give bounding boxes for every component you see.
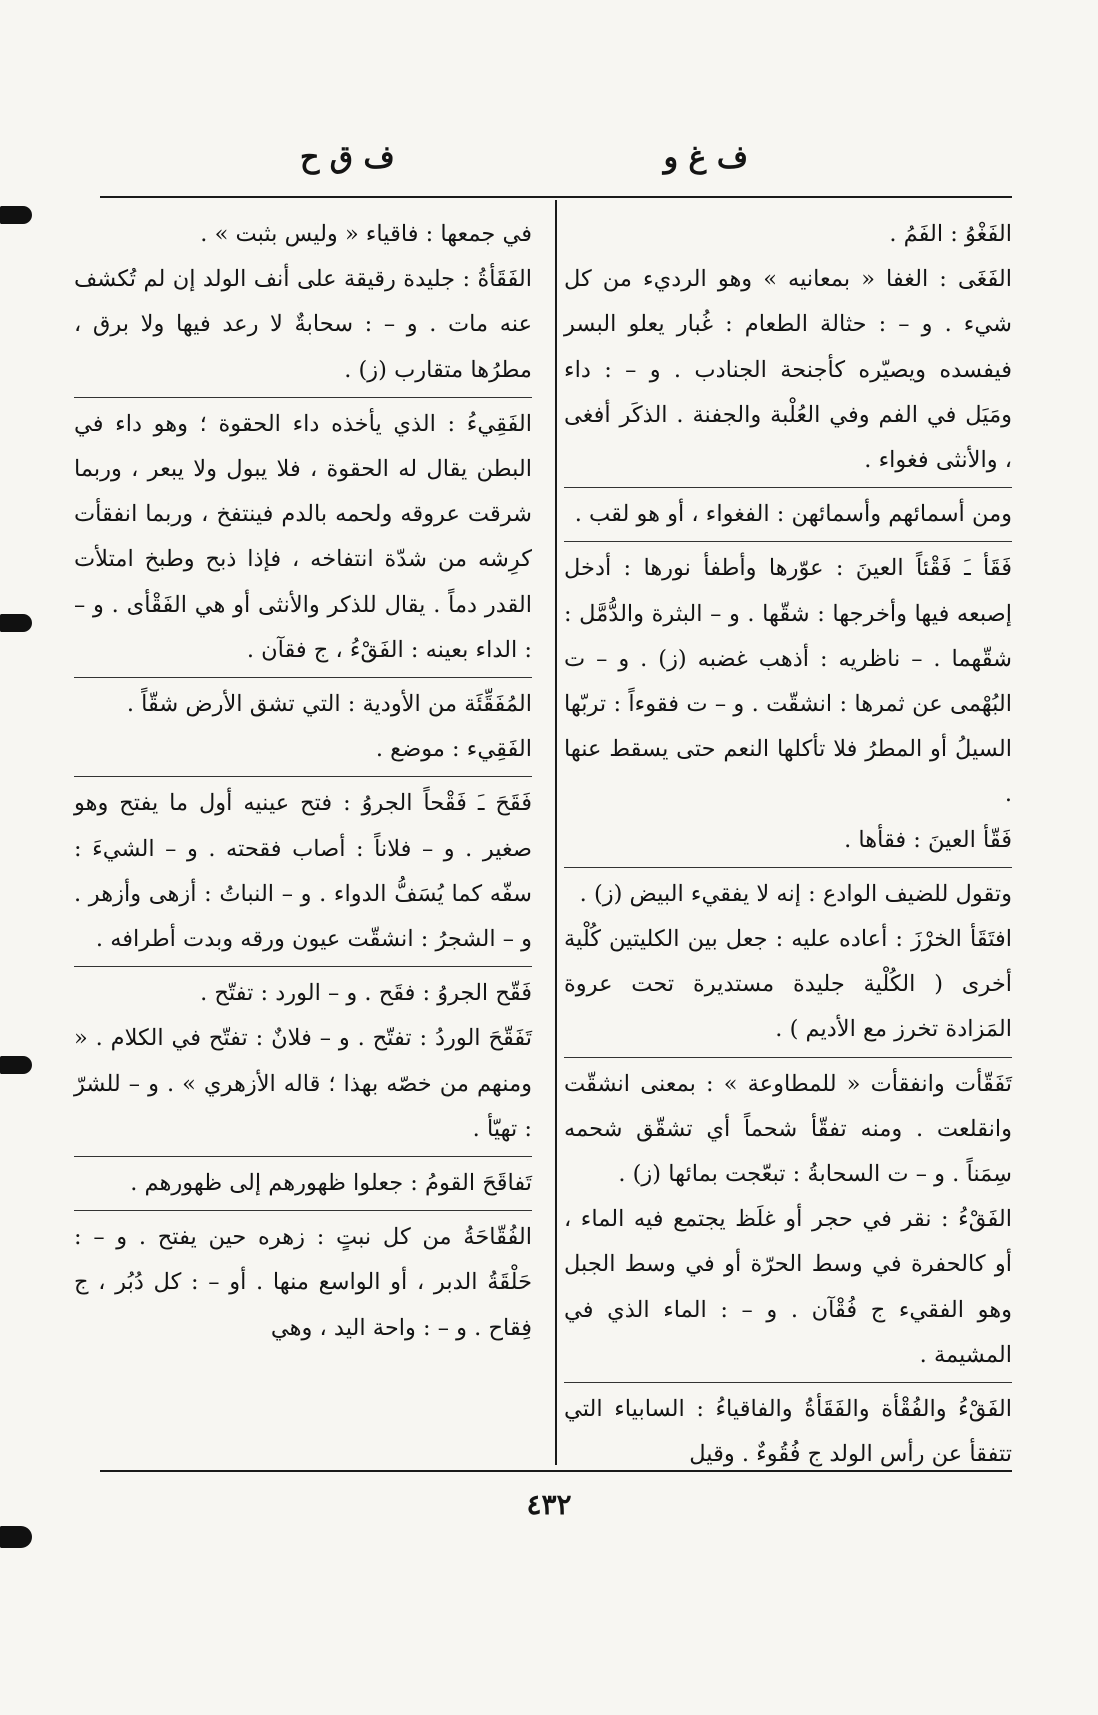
entry: الفُقّاحَةُ من كل نبتٍ : زهره حين يفتح . و – : حَلْقَةُ الدبر ، أو الواسع منها . أو – : كل دُبُر ، ج فِقاح . و – : واحة اليد ، وهي <box>74 1224 532 1341</box>
entry-separator <box>564 541 1012 542</box>
entry: في جمعها : فاقياء « وليس بثبت » . <box>200 221 532 247</box>
entry: تَفَقّحَ الوردُ : تفتّح . و – فلانٌ : تفتّح في الكلام . « ومنهم من خصّه بهذا ؛ قاله الأزهري » . و – للشرّ : تهيّأ . <box>74 1025 532 1142</box>
entry: فَقّح الجروُ : فقَح . و – الورد : تفتّح . <box>200 980 532 1007</box>
entry-separator <box>74 397 532 398</box>
entry: الفَقِيء : موضع . <box>375 736 532 763</box>
entry: فَقّأ العينَ : فقأها . <box>844 826 1012 853</box>
entry: ومن أسمائهم وأسمائهن : الفغواء ، أو هو لقب . <box>574 501 1012 528</box>
entry: الفَغَى : الغفا « بمعانيه » وهو الرديء من كل شيء . و – : حثالة الطعام : غُبار يعلو البسر فيفسده ويصيّره كأجنحة الجنادب . و – : داء ومَيَل في الفم وفي العُلْبة والجفنة . الذكَر أفغى ، والأنثى فغواء . <box>564 266 1012 474</box>
margin-mark <box>0 1526 32 1548</box>
page-number: ٤٣٢ <box>526 1488 572 1521</box>
right-column <box>564 212 1012 1477</box>
entry-separator <box>564 1382 1012 1383</box>
entry: الفَقِيءُ : الذي يأخذه داء الحقوة ؛ وهو داء في البطن يقال له الحقوة ، فلا يبول ولا يبعر ، وربما شرقت عروقه ولحمه بالدم فينتفخ ، وربما انفقأت كرِشه من شدّة انتفاخه ، فإذا ذبح وطبخ امتلأت القدر دماً . يقال للذكر والأنثى أو هي الفَقْأى . و – : الداء بعينه : الفَقْءُ ، ج فقآن . <box>74 410 532 663</box>
margin-mark <box>0 614 32 632</box>
bottom-rule <box>100 1470 1012 1472</box>
entry-separator <box>74 776 532 777</box>
entry: الفَقْءُ والفُقْأة والفَقَأةُ والفاقياءُ : السابياء التي تتفقأ عن رأس الولد ج فُقُوءٌ . وقيل <box>564 1396 1012 1468</box>
entry-separator <box>74 1156 532 1157</box>
entry: تَفَقّأت وانفقأت « للمطاوعة » : بمعنى انشقّت وانقلعت . ومنه تفقّأ شحماً أي تشقّق شحمه سِمَناً . و – ت السحابةُ : تبعّجت بمائها (ز) . <box>564 1070 1012 1188</box>
entry-separator <box>74 677 532 678</box>
entry: المُفَقِّئَة من الأودية : التي تشق الأرض شقّاً . <box>126 691 532 718</box>
entry-separator <box>564 867 1012 868</box>
entry: وتقول للضيف الوادع : إنه لا يفقيء البيض (ز) . <box>579 880 1012 907</box>
header-right-root: ف غ و <box>663 140 748 175</box>
top-rule <box>100 196 1012 198</box>
entry: الفَقَأةُ : جليدة رقيقة على أنف الولد إن لم تُكشف عنه مات . و – : سحابةٌ لا رعد فيها ولا برق ، مطرُها متقارب (ز) . <box>74 266 532 383</box>
column-divider <box>555 200 557 1465</box>
entry: الفَغْوُ : الفَمُ . <box>889 221 1012 247</box>
entry: الفَقْءُ : نقر في حجر أو غلَظ يجتمع فيه الماء ، أو كالحفرة في وسط الحرّة أو في وسط الجبل وهو الفقيء ج فُقْآن . و – : الماء الذي في المشيمة . <box>564 1206 1012 1368</box>
entry: فَقَحَ ـَ فَقْحاً الجروُ : فتح عينيه أول ما يفتح وهو صغير . و – فلاناً : أصاب فقحته . و – الشيءَ : سفّه كما يُسَفُّ الدواء . و – النباتُ : أزهى وأزهر . و – الشجرُ : انشقّت عيون ورقه وبدت أطرافه . <box>74 790 532 953</box>
entry-separator <box>74 1210 532 1211</box>
left-column <box>74 212 532 1351</box>
header-left-root: ف ق ح <box>300 140 395 175</box>
entry: افتَقَأ الخرْزَ : أعاده عليه : جعل بين الكليتين كُلْية أخرى ( الكُلْية جليدة مستديرة تحت عروة المَزادة تخرز مع الأديم ) . <box>564 926 1012 1043</box>
entry-separator <box>564 487 1012 488</box>
margin-mark <box>0 1056 32 1074</box>
entry-separator <box>74 966 532 967</box>
margin-mark <box>0 206 32 224</box>
entry: تَفاقَحَ القومُ : جعلوا ظهورهم إلى ظهورهم . <box>130 1170 532 1197</box>
entry: فَقَأ ـَ فَقْئاً العينَ : عوّرها وأطفأ نورها : أدخل إصبعه فيها وأخرجها : شقّها . و – البثرة والدُّمَّل : شقّهما . – ناظريه : أذهب غضبه (ز) . و – ت البُهْمى عن ثمرها : انشقّت . و – ت فقوءاً : تربّها السيلُ أو المطرُ فلا تأكلها النعم حتى يسقط عنها . <box>564 555 1012 808</box>
entry-separator <box>564 1057 1012 1058</box>
